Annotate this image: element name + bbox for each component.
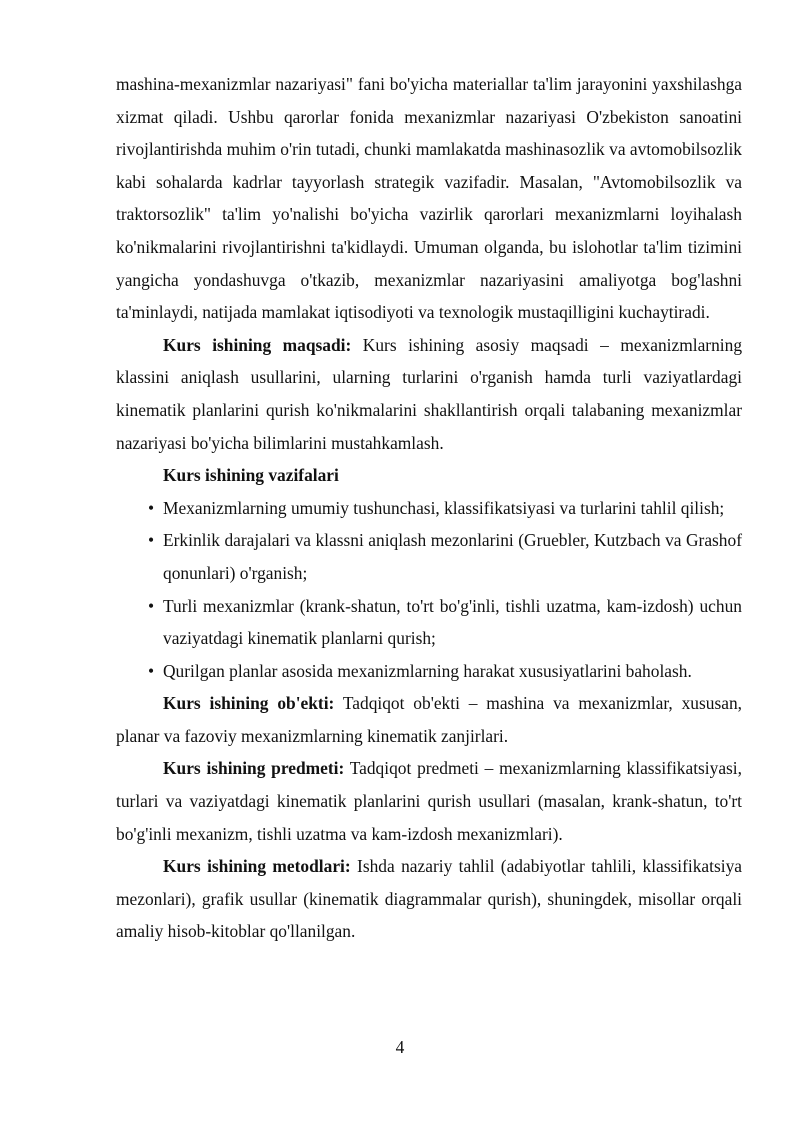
list-item bbox=[116, 590, 742, 655]
list-item bbox=[116, 524, 742, 589]
document-page bbox=[116, 68, 742, 948]
bullet-icon: • bbox=[148, 595, 155, 616]
task-text: Qurilgan planlar asosida mexanizmlarning harakat xususiyatlarini baholash. bbox=[163, 660, 692, 681]
subject-label: Kurs ishining predmeti: bbox=[163, 758, 345, 779]
bullet-icon: • bbox=[148, 660, 155, 681]
goal-paragraph bbox=[116, 329, 742, 459]
list-item bbox=[116, 655, 742, 688]
tasks-list bbox=[116, 492, 742, 688]
subject-paragraph bbox=[116, 752, 742, 850]
object-label: Kurs ishining ob'ekti: bbox=[163, 693, 335, 714]
goal-text: Kurs ishining asosiy maqsadi – mexanizmlarning klassini aniqlash usullarini, ularning turlarini o'rganish hamda turli vaziyatlardagi kinematik planlarini qurish ko'nikmalarini shakllantirish orqali talabaning mexanizmlar nazariyasi bo'yicha bilimlarini mustahkamlash. bbox=[116, 334, 743, 453]
goal-label: Kurs ishining maqsadi: bbox=[163, 334, 352, 355]
intro-paragraph: mashina-mexanizmlar nazariyasi" fani bo'yicha materiallar ta'lim jarayonini yaxshilashga xizmat qiladi. Ushbu qarorlar fonida mexanizmlar nazariyasi O'zbekiston sanoatini rivojlantirishda muhim o'rin tutadi, chunki mamlakatda mashinasozlik va avtomobilsozlik kabi sohalarda kadrlar tayyorlash strategik vazifadir. Masalan, "Avtomobilsozlik va traktorsozlik" ta'lim yo'nalishi bo'yicha vazirlik qarorlari mexanizmlarni loyihalash ko'nikmalarini rivojlantirishni ta'kidlaydi. Umuman olganda, bu islohotlar ta'lim tizimini yangicha yondashuvga o'tkazib, mexanizmlar nazariyasini amaliyotga bog'lashni ta'minlaydi, natijada mamlakat iqtisodiyoti va texnologik mustaqilligini kuchaytiradi. bbox=[116, 74, 742, 323]
methods-text: Ishda nazariy tahlil (adabiyotlar tahlili, klassifikatsiya mezonlari), grafik usullar (kinematik diagrammalar qurish), shuningdek, misollar orqali amaliy hisob-kitoblar qo'llanilgan. bbox=[116, 856, 742, 942]
task-text: Mexanizmlarning umumiy tushunchasi, klassifikatsiyasi va turlarini tahlil qilish; bbox=[163, 497, 725, 518]
page-number: 4 bbox=[395, 1037, 405, 1057]
subject-text: Tadqiqot predmeti – mexanizmlarning klassifikatsiyasi, turlari va vaziyatdagi kinematik planlarini qurish usullari (masalan, krank-shatun, to'rt bo'g'inli mexanizm, tishli uzatma va kam-izdosh mexanizmlari). bbox=[116, 758, 742, 844]
methods-paragraph bbox=[116, 850, 742, 948]
task-text: Turli mexanizmlar (krank-shatun, to'rt bo'g'inli, tishli uzatma, kam-izdosh) uchun vaziyatdagi kinematik planlarni qurish; bbox=[163, 595, 742, 649]
list-item bbox=[116, 492, 742, 525]
object-text: Tadqiqot ob'ekti – mashina va mexanizmlar, xususan, planar va fazoviy mexanizmlarning kinematik zanjirlari. bbox=[116, 693, 742, 746]
task-text: Erkinlik darajalari va klassni aniqlash mezonlarini (Gruebler, Kutzbach va Grashof qonunlari) o'rganish; bbox=[163, 530, 742, 583]
bullet-icon: • bbox=[148, 530, 155, 551]
bullet-icon: • bbox=[148, 497, 155, 518]
tasks-heading: Kurs ishining vazifalari bbox=[163, 465, 339, 486]
object-paragraph bbox=[116, 687, 742, 752]
methods-label: Kurs ishining metodlari: bbox=[163, 856, 351, 877]
